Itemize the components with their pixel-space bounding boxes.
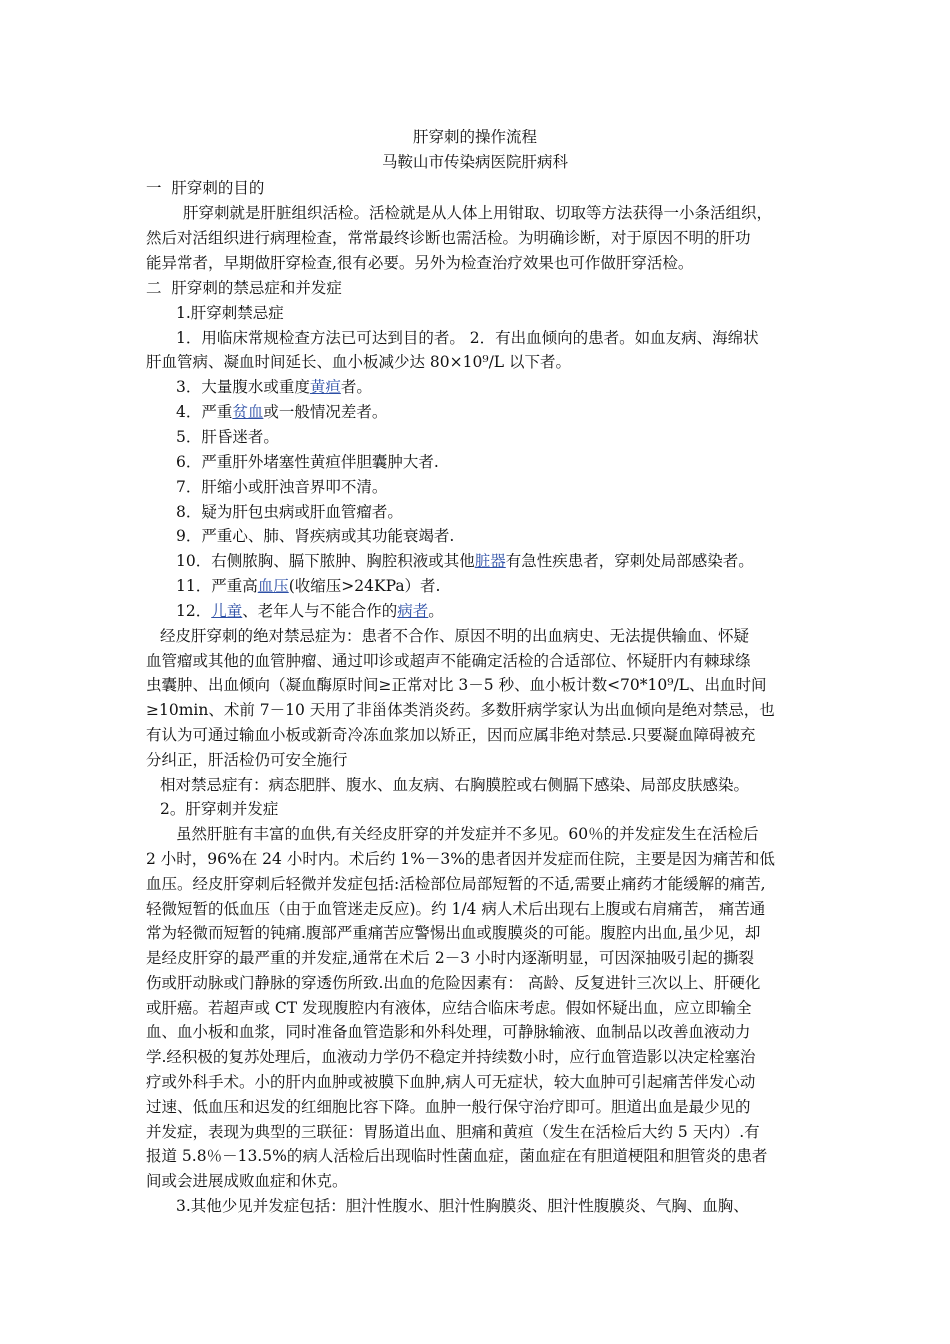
paragraph-line: 并发症，表现为典型的三联征：胃肠道出血、胆痛和黄疸（发生在活检后大约 5 天内）.有 — [146, 1123, 760, 1141]
paragraph-line: 血压。经皮肝穿刺后轻微并发症包括:活检部位局部短暂的不适,需要止痛药才能缓解的痛苦, — [146, 875, 766, 893]
paragraph-line: 2 小时，96%在 24 小时内。术后约 1%－3%的患者因并发症而住院，主要是因为痛苦和低 — [146, 850, 775, 868]
list-item: 10．右侧脓胸、膈下脓肿、胸腔积液或其他脏器有急性疾患者，穿刺处局部感染者。 — [176, 552, 754, 570]
paragraph-line: 伤或肝动脉或门静脉的穿透伤所致.出血的危险因素有： 高龄、反复进针三次以上、肝硬化 — [146, 974, 761, 992]
list-item: 6．严重肝外堵塞性黄疸伴胆囊肿大者. — [176, 453, 439, 471]
paragraph-line: 过速、低血压和迟发的红细胞比容下降。血肿一般行保守治疗即可。胆道出血是最少见的 — [146, 1098, 751, 1116]
paragraph-line: 然后对活组织进行病理检查，常常最终诊断也需活检。为明确诊断，对于原因不明的肝功 — [146, 229, 751, 247]
paragraph-line: 虽然肝脏有丰富的血供,有关经皮肝穿的并发症并不多见。60％的并发症发生在活检后 — [176, 825, 759, 843]
list-item-continuation: 肝血管病、凝血时间延长、血小板减少达 80×10⁹/L 以下者。 — [146, 353, 572, 371]
link-patients[interactable]: 病者 — [397, 602, 429, 620]
paragraph-line: 相对禁忌症有：病态肥胖、腹水、血友病、右胸膜腔或右侧膈下感染、局部皮肤感染。 — [160, 776, 750, 794]
link-children[interactable]: 儿童 — [211, 602, 243, 620]
paragraph-line: 或肝癌。若超声或 CT 发现腹腔内有液体，应结合临床考虑。假如怀疑出血，应立即输全 — [146, 999, 752, 1017]
link-blood-pressure[interactable]: 血压 — [257, 577, 289, 595]
paragraph-line: 3.其他少见并发症包括：胆汁性腹水、胆汁性胸膜炎、胆汁性腹膜炎、气胸、血胸、 — [176, 1197, 749, 1215]
document-title: 肝穿刺的操作流程 — [412, 128, 537, 146]
link-anemia[interactable]: 贫血 — [232, 403, 264, 421]
list-item: 5．肝昏迷者。 — [176, 428, 279, 446]
paragraph-line: 常为轻微而短暂的钝痛.腹部严重痛苦应警惕出血或腹膜炎的可能。腹腔内出血,虽少见，却 — [146, 924, 761, 942]
paragraph-line: 经皮肝穿刺的绝对禁忌症为：患者不合作、原因不明的出血病史、无法提供输血、怀疑 — [160, 627, 750, 645]
paragraph-line: 间或会进展成败血症和休克。 — [146, 1172, 348, 1190]
paragraph-line: 学.经积极的复苏处理后，血液动力学仍不稳定并持续数小时，应行血管造影以决定栓塞治 — [146, 1048, 756, 1066]
paragraph-line: 血、血小板和血浆，同时准备血管造影和外科处理，可静脉输液、血制品以改善血液动力 — [146, 1023, 751, 1041]
paragraph-line: 有认为可通过输血小板或新奇冷冻血浆加以矫正，因而应属非绝对禁忌.只要凝血障碍被充 — [146, 726, 756, 744]
paragraph-line: 血管瘤或其他的血管肿瘤、通过叩诊或超声不能确定活检的合适部位、怀疑肝内有棘球绦 — [146, 652, 751, 670]
list-item: 12．儿童、老年人与不能合作的病者。 — [176, 602, 444, 620]
paragraph-line: 报道 5.8％－13.5%的病人活检后出现临时性菌血症，菌血症在有胆道梗阻和胆管炎的患者 — [146, 1147, 768, 1165]
list-item: 8．疑为肝包虫病或肝血管瘤者。 — [176, 503, 403, 521]
link-jaundice[interactable]: 黄疸 — [309, 378, 341, 396]
paragraph-line: 疗或外科手术。小的肝内血肿或被膜下血肿,病人可无症状，较大血肿可引起痛苦伴发心动 — [146, 1073, 756, 1091]
subsection-heading: 1.肝穿刺禁忌症 — [176, 304, 284, 322]
paragraph-line: ≥10min、术前 7－10 天用了非甾体类消炎药。多数肝病学家认为出血倾向是绝对禁忌，也 — [146, 701, 775, 719]
subsection-heading: 2。肝穿刺并发症 — [160, 800, 279, 818]
paragraph-line: 分纠正，肝活检仍可安全施行 — [146, 751, 348, 769]
list-item: 9．严重心、肺、肾疾病或其功能衰竭者. — [176, 527, 455, 545]
section-heading-purpose: 一 肝穿刺的目的 — [146, 179, 265, 197]
paragraph-line: 轻微短暂的低血压（由于血管迷走反应)。约 1/4 病人术后出现右上腹或右肩痛苦， 痛苦通 — [146, 900, 766, 918]
paragraph-line: 虫囊肿、出血倾向（凝血酶原时间≥正常对比 3－5 秒、血小板计数<70*10⁹/L、出血时间 — [146, 676, 767, 694]
link-organ[interactable]: 脏器 — [474, 552, 506, 570]
paragraph-line: 肝穿刺就是肝脏组织活检。活检就是从人体上用钳取、切取等方法获得一小条活组织， — [183, 204, 773, 222]
document-subtitle: 马鞍山市传染病医院肝病科 — [381, 153, 568, 171]
paragraph-line: 能异常者，早期做肝穿检查,很有必要。另外为检查治疗效果也可作做肝穿活检。 — [146, 254, 694, 272]
list-item: 3．大量腹水或重度黄疸者。 — [176, 378, 372, 396]
list-item: 4．严重贫血或一般情况差者。 — [176, 403, 388, 421]
list-item: 11．严重高血压(收缩压>24KPa）者. — [176, 577, 441, 595]
paragraph-line: 是经皮肝穿的最严重的并发症,通常在术后 2－3 小时内逐渐明显，可因深抽吸引起的撕裂 — [146, 949, 755, 967]
list-item: 1．用临床常规检查方法已可达到目的者。 2．有出血倾向的患者。如血友病、海绵状 — [176, 329, 759, 347]
list-item: 7．肝缩小或肝浊音界叩不清。 — [176, 478, 388, 496]
section-heading-contraindications: 二 肝穿刺的禁忌症和并发症 — [146, 279, 342, 297]
